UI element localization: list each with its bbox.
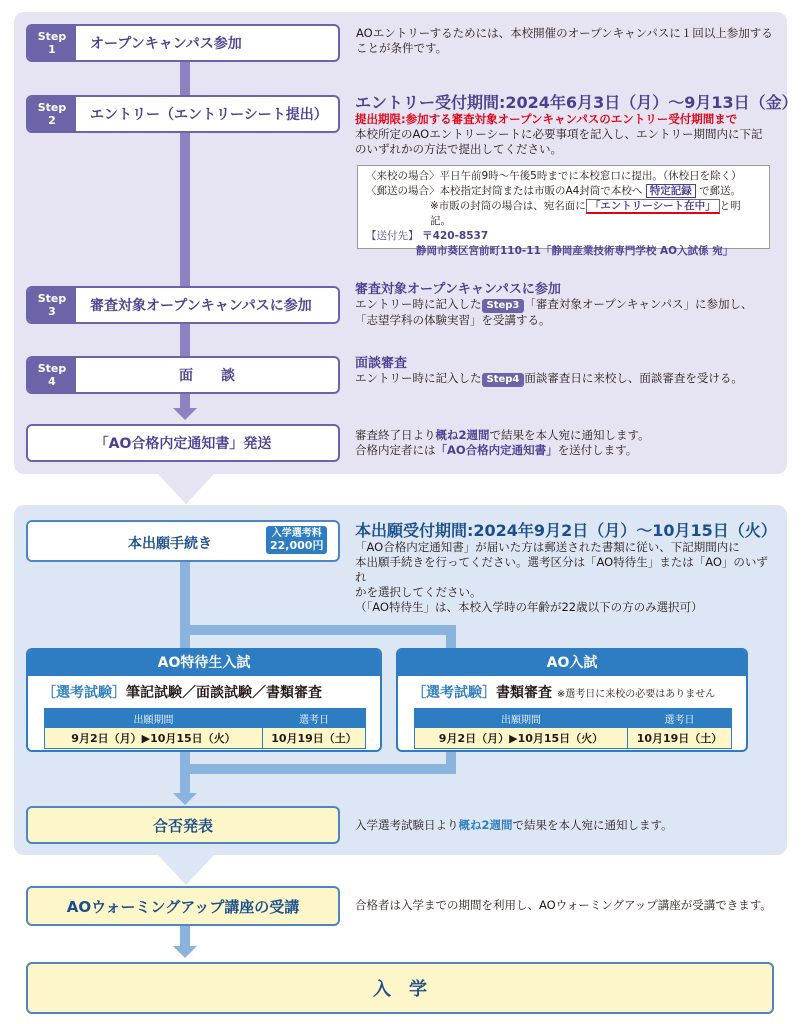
step-4-box	[26, 356, 340, 394]
step-1-badge: Step 1	[28, 26, 76, 60]
flow-connector	[180, 625, 456, 635]
notice-box	[26, 424, 340, 462]
address-block: 【送付先】 〒420-8537	[366, 230, 489, 242]
address-line: 静岡市葵区宮前町110-11「静岡産業技術専門学校 AO入試係 宛」	[416, 245, 734, 257]
result-description: 入学選考試験日より概ね2週間で結果を本人宛に通知します。	[355, 818, 673, 832]
exam-schedule-table: 出願期間 選考日 9月2日（月）▶10月15日（火） 10月19日（土）	[44, 708, 366, 749]
step-1-description: AOエントリーするためには、本校開催のオープンキャンパスに１回以上参加することが条件です。	[356, 26, 773, 55]
result-title: 合否発表	[152, 816, 213, 835]
step-3-title: 審査対象オープンキャンパスに参加	[90, 298, 312, 314]
exam-card-scholarship	[26, 648, 382, 752]
application-description: 「AO合格内定通知書」が届いた方は郵送された書類に従い、下記期間内に 本出願手続きを行ってください。選考区分は「AO特待生」または「AO」のいずれ かを選択してください。 （「AO特待生」は、本校入学時の年齢が22歳以下の方のみ選択可）	[355, 540, 768, 614]
warmup-title: AOウォーミングアップ講座の受講	[66, 897, 300, 916]
step-4-description: 面談審査 エントリー時に記入した Step4 面談審査日に来校し、面談審査を受ける。	[355, 356, 743, 385]
submission-methods-box	[357, 165, 770, 257]
in-person-method: 〈来校の場合〉平日午前9時～午後5時までに本校窓口に提出。（休校日を除く）	[366, 170, 742, 182]
flow-connector	[180, 926, 190, 948]
admission-box	[26, 962, 774, 1014]
step4-chip: Step4	[482, 373, 525, 387]
flow-arrow-icon	[173, 408, 197, 420]
mail-method: 〈郵送の場合〉本校指定封筒または市販のA4封筒で本校へ 特定記録 で郵送。	[366, 185, 742, 197]
step-1-box	[26, 24, 340, 62]
step-3-description: 審査対象オープンキャンパスに参加 エントリー時に記入した Step3 「審査対象オープンキャンパス」に参加し、 「志望学科の体験実習」を受講する。	[355, 282, 753, 327]
step3-chip: Step3	[482, 299, 525, 313]
flow-connector	[446, 625, 456, 650]
result-box	[26, 806, 340, 844]
flow-connector	[180, 764, 456, 774]
exam-name: AO入試	[398, 650, 746, 676]
application-box	[26, 520, 340, 562]
step-3-badge: Step 3	[28, 288, 76, 322]
admission-title: 入 学	[373, 979, 427, 1000]
step-4-title: 面 談	[179, 368, 235, 384]
fee-badge: 入学選考料 22,000円	[266, 526, 327, 554]
flow-arrow-icon	[173, 793, 197, 805]
panel-pointer	[158, 855, 214, 885]
application-title: 本出願手続き	[128, 536, 212, 552]
flow-connector	[180, 560, 190, 650]
warmup-box	[26, 886, 340, 926]
entry-deadline: 提出期限:参加する審査対象オープンキャンパスのエントリー受付期間まで	[355, 112, 738, 126]
warmup-description: 合格者は入学までの期間を利用し、AOウォーミングアップ講座が受講できます。	[355, 898, 772, 912]
panel-pointer	[158, 474, 214, 504]
exam-type: ［選考試験］書類審査 ※選考日に来校の必要はありません	[412, 685, 716, 701]
registered-mail-tag: 特定記録	[646, 184, 696, 198]
entry-period: エントリー受付期間:2024年6月3日（月）～9月13日（金）	[355, 93, 798, 112]
entry-description: 本校所定のAOエントリーシートに必要事項を記入し、エントリー期間内に下記 のいずれかの方法で提出してください。	[355, 127, 763, 156]
exam-schedule-table: 出願期間 選考日 9月2日（月）▶10月15日（火） 10月19日（土）	[414, 708, 732, 749]
step-3-box	[26, 286, 340, 324]
exam-type: ［選考試験］筆記試験／面談試験／書類審査	[42, 685, 322, 701]
envelope-note: ※市販の封筒の場合は、宛名面に 「エントリーシート在中」 と明記。	[430, 200, 741, 227]
flow-arrow-icon	[173, 946, 197, 958]
exam-name: AO特待生入試	[28, 650, 380, 676]
exam-card-ao	[396, 648, 748, 752]
step-2-box	[26, 95, 340, 133]
step-2-badge: Step 2	[28, 97, 76, 131]
step-1-title: オープンキャンパス参加	[90, 36, 242, 52]
step-4-badge: Step 4	[28, 358, 76, 392]
application-period: 本出願受付期間:2024年9月2日（月）～10月15日（火）	[355, 521, 777, 540]
step-2-title: エントリー（エントリーシート提出）	[90, 107, 328, 123]
notice-title: 「AO合格内定通知書」発送	[94, 436, 272, 452]
notice-description: 審査終了日より概ね2週間で結果を本人宛に通知します。 合格内定者には「AO合格内定通知書」を送付します。	[355, 428, 650, 457]
entry-sheet-tag: 「エントリーシート在中」	[586, 199, 720, 214]
